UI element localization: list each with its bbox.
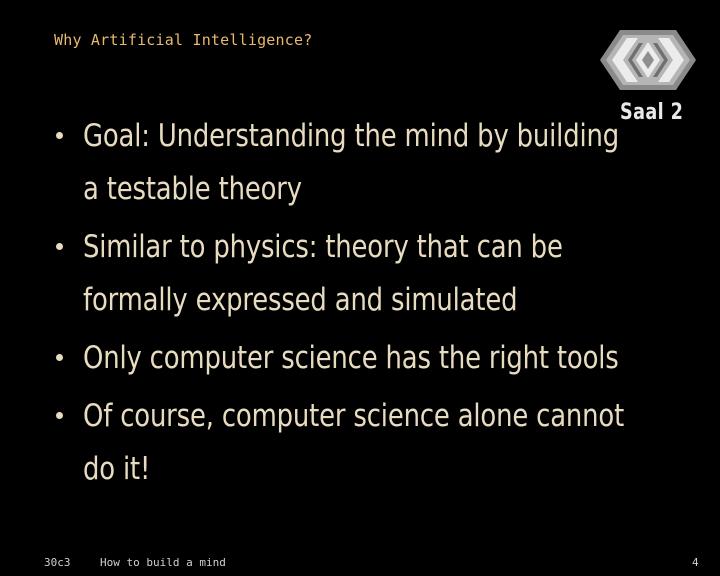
room-label: Saal 2 xyxy=(620,100,684,125)
bullet-item xyxy=(50,110,650,216)
footer-event: 30c3 xyxy=(44,556,71,569)
slide-title: Why Artificial Intelligence? xyxy=(54,31,313,49)
bullet-text: Only computer science has the right tools xyxy=(83,340,619,376)
bullet-text: Goal: Understanding the mind by building a testable theory xyxy=(83,118,620,207)
bullet-item xyxy=(50,221,650,327)
bullet-text: Of course, computer science alone cannot do it! xyxy=(83,398,625,487)
footer-page-number: 4 xyxy=(692,556,699,569)
30c3-logo-icon xyxy=(598,24,698,96)
footer-talk-title: How to build a mind xyxy=(100,556,226,569)
bullet-icon xyxy=(56,132,63,139)
bullet-list xyxy=(50,110,650,501)
bullet-item xyxy=(50,332,650,385)
bullet-icon xyxy=(56,412,63,419)
bullet-item xyxy=(50,390,650,496)
bullet-icon xyxy=(56,354,63,361)
bullet-icon xyxy=(56,243,63,250)
bullet-text: Similar to physics: theory that can be formally expressed and simulated xyxy=(83,229,563,318)
